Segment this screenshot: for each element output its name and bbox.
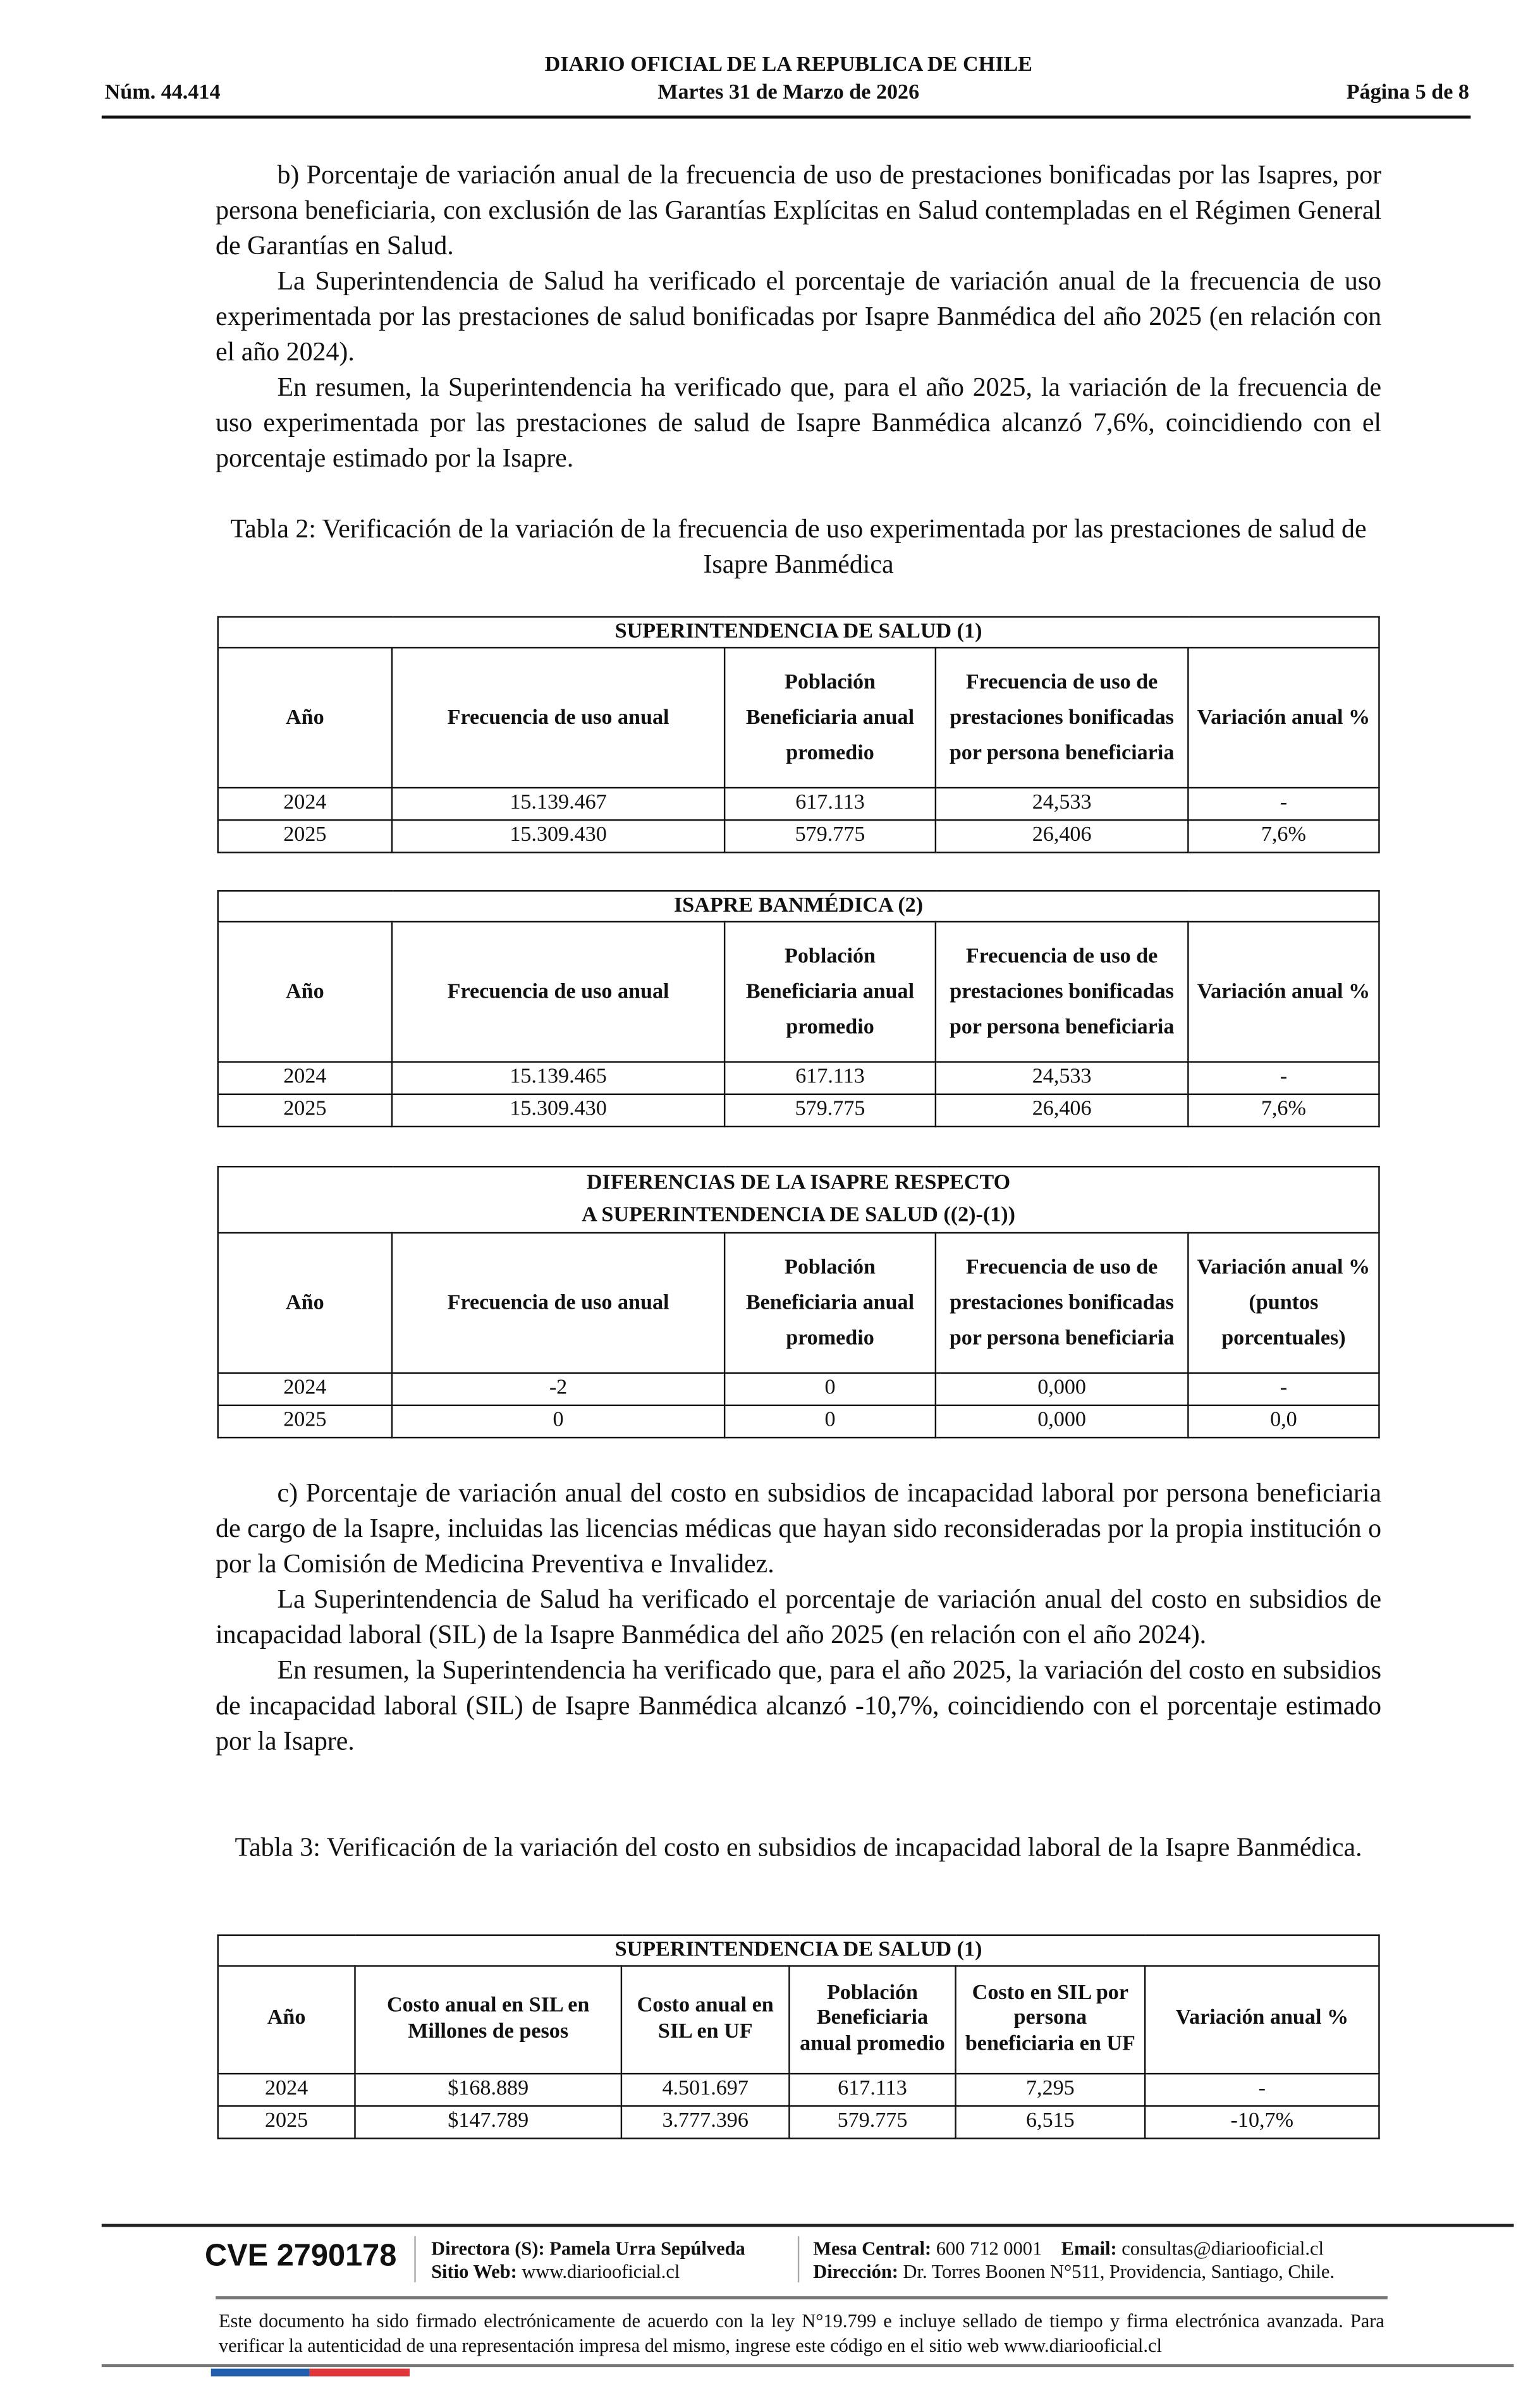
cell: 0,000: [936, 1405, 1189, 1438]
section-b: [216, 157, 1381, 475]
cell: 6,515: [956, 2106, 1146, 2138]
paragraph: La Superintendencia de Salud ha verificado el porcentaje de variación anual del costo en subsidios de incapacidad laboral (SIL) de la Isapre Banmédica del año 2025 (en relación con el año 2024).: [216, 1584, 1382, 1649]
cell: -: [1188, 1373, 1379, 1405]
cell: 2024: [218, 1373, 392, 1405]
cell: 617.113: [724, 788, 936, 820]
table-row: [218, 1373, 1379, 1405]
separator: [798, 2236, 799, 2282]
table-row: [218, 2074, 1379, 2106]
column-header: Población Beneficiaria anual promedio: [724, 1233, 936, 1373]
cell: 4.501.697: [621, 2074, 790, 2106]
column-header: Costo anual en SIL en Millones de pesos: [355, 1966, 621, 2074]
cell: 2024: [218, 788, 392, 820]
cell: 0: [392, 1405, 724, 1438]
table-superintendencia-frecuencia: [217, 616, 1379, 853]
cell: 15.309.430: [392, 1094, 724, 1127]
director-name: Pamela Urra Sepúlveda: [549, 2237, 745, 2260]
cell: 0,0: [1188, 1405, 1379, 1438]
cell: -: [1145, 2074, 1379, 2106]
table2-caption: Tabla 2: Verificación de la variación de la frecuencia de uso experimentada por las prestaciones de salud de Isapre Banmédica: [230, 514, 1367, 579]
column-header: Año: [218, 1233, 392, 1373]
cell: $168.889: [355, 2074, 621, 2106]
column-header: Frecuencia de uso anual: [392, 647, 724, 788]
column-header: Variación anual %: [1145, 1966, 1379, 2074]
table-title: ISAPRE BANMÉDICA (2): [218, 891, 1379, 922]
column-header: Frecuencia de uso de prestaciones bonificadas por persona beneficiaria: [936, 922, 1189, 1062]
cell: 7,6%: [1188, 820, 1379, 852]
table-row: [218, 1062, 1379, 1094]
cell: 26,406: [936, 1094, 1189, 1127]
column-header: Frecuencia de uso de prestaciones bonificadas por persona beneficiaria: [936, 647, 1189, 788]
cell: 15.309.430: [392, 820, 724, 852]
cell: -10,7%: [1145, 2106, 1379, 2138]
cell: 2024: [218, 2074, 355, 2106]
paragraph: b) Porcentaje de variación anual de la frecuencia de uso de prestaciones bonificadas por las Isapres, por persona beneficiaria, con exclusión de las Garantías Explícitas en Salud contempladas en el Régimen General de Garantías en Salud.: [216, 160, 1382, 260]
director-info: [431, 2238, 745, 2284]
table-row: [218, 2106, 1379, 2138]
cell: 3.777.396: [621, 2106, 790, 2138]
label: Sitio Web:: [431, 2261, 517, 2283]
column-header: Variación anual %: [1188, 647, 1379, 788]
issue-date: Martes 31 de Marzo de 2026: [657, 82, 920, 105]
cell: 617.113: [789, 2074, 955, 2106]
table3-caption: Tabla 3: Verificación de la variación del costo en subsidios de incapacidad laboral de la Isapre Banmédica.: [235, 1832, 1362, 1863]
cell: -: [1188, 788, 1379, 820]
page-number: Página 5 de 8: [1346, 82, 1469, 105]
separator: [414, 2236, 415, 2282]
cell: $147.789: [355, 2106, 621, 2138]
column-header: Variación anual % (puntos porcentuales): [1188, 1233, 1379, 1373]
newspaper-title: DIARIO OFICIAL DE LA REPUBLICA DE CHILE: [544, 54, 1032, 77]
cell: 579.775: [724, 1094, 936, 1127]
column-header: Costo anual en SIL en UF: [621, 1966, 790, 2074]
table-superintendencia-sil: [217, 1935, 1379, 2139]
cell: -: [1188, 1062, 1379, 1094]
paragraph: En resumen, la Superintendencia ha verificado que, para el año 2025, la variación del costo en subsidios de incapacidad laboral (SIL) de Isapre Banmédica alcanzó -10,7%, coincidiendo con el porcentaje estimado por la Isapre.: [216, 1655, 1382, 1756]
cell: 24,533: [936, 1062, 1189, 1094]
table-row: [218, 820, 1379, 852]
paragraph: En resumen, la Superintendencia ha verificado que, para el año 2025, la variación de la frecuencia de uso experimentada por las prestaciones de salud de Isapre Banmédica alcanzó 7,6%, coincidiendo con el porcentaje estimado por la Isapre.: [216, 372, 1382, 473]
cell: 15.139.467: [392, 788, 724, 820]
column-header: Año: [218, 647, 392, 788]
table-title: DIFERENCIAS DE LA ISAPRE RESPECTO: [586, 1171, 1011, 1196]
cell: -2: [392, 1373, 724, 1405]
issue-number: Núm. 44.414: [104, 82, 221, 105]
cell: 579.775: [724, 820, 936, 852]
label: Directora (S):: [431, 2237, 545, 2260]
cell: 617.113: [724, 1062, 936, 1094]
cell: 0: [724, 1373, 936, 1405]
cell: 2025: [218, 820, 392, 852]
cell: 0: [724, 1405, 936, 1438]
contact-info: [813, 2238, 1335, 2284]
column-header: Población Beneficiaria anual promedio: [724, 922, 936, 1062]
column-header: Costo en SIL por persona beneficiaria en UF: [956, 1966, 1146, 2074]
column-header: Frecuencia de uso anual: [392, 922, 724, 1062]
flag-blue-stripe: [211, 2369, 310, 2377]
paragraph: c) Porcentaje de variación anual del costo en subsidios de incapacidad laboral por persona beneficiaria de cargo de la Isapre, incluidas las licencias médicas que hayan sido reconsideradas por la propia institución o por la Comisión de Medicina Preventiva e Invalidez.: [216, 1478, 1382, 1579]
table-diferencias-frecuencia: [217, 1166, 1379, 1438]
paragraph: La Superintendencia de Salud ha verificado el porcentaje de variación anual de la frecuencia de uso experimentada por las prestaciones de salud bonificadas por Isapre Banmédica del año 2025 (en relación con el año 2024).: [216, 266, 1382, 367]
column-header: Año: [218, 922, 392, 1062]
column-header: Frecuencia de uso anual: [392, 1233, 724, 1373]
column-header: Año: [218, 1966, 355, 2074]
footer-divider: [102, 2224, 1514, 2227]
label: Dirección:: [813, 2261, 898, 2283]
table-title: SUPERINTENDENCIA DE SALUD (1): [218, 617, 1379, 648]
table-row: [218, 1405, 1379, 1438]
column-header: Frecuencia de uso de prestaciones bonificadas por persona beneficiaria: [936, 1233, 1189, 1373]
section-c: [216, 1476, 1381, 1759]
cell: 15.139.465: [392, 1062, 724, 1094]
cell: 24,533: [936, 788, 1189, 820]
address: Dr. Torres Boonen N°511, Providencia, Santiago, Chile.: [903, 2261, 1335, 2283]
website-link[interactable]: www.diariooficial.cl: [522, 2261, 680, 2283]
cve-code: CVE 2790178: [204, 2239, 397, 2273]
cell: 2025: [218, 1094, 392, 1127]
cell: 579.775: [789, 2106, 955, 2138]
cell: 2025: [218, 1405, 392, 1438]
table-subtitle: A SUPERINTENDENCIA DE SALUD ((2)-(1)): [582, 1204, 1016, 1228]
column-header: Población Beneficiaria anual promedio: [789, 1966, 955, 2074]
cell: 7,6%: [1188, 1094, 1379, 1127]
flag-red-stripe: [310, 2369, 410, 2377]
column-header: Población Beneficiaria anual promedio: [724, 647, 936, 788]
cell: 7,295: [956, 2074, 1146, 2106]
email-link[interactable]: consultas@diariooficial.cl: [1121, 2237, 1324, 2260]
table-row: [218, 1094, 1379, 1127]
footer-divider: [102, 2364, 1514, 2367]
phone: 600 712 0001: [936, 2237, 1042, 2260]
table-row: [218, 788, 1379, 820]
cell: 2024: [218, 1062, 392, 1094]
label: Email:: [1061, 2237, 1117, 2260]
cell: 26,406: [936, 820, 1189, 852]
table-isapre-frecuencia: [217, 890, 1379, 1127]
table-title: SUPERINTENDENCIA DE SALUD (1): [218, 1935, 1379, 1966]
label: Mesa Central:: [813, 2237, 932, 2260]
legal-notice: Este documento ha sido firmado electrónicamente de acuerdo con la ley N°19.799 e incluye sellado de tiempo y firma electrónica avanzada. Para verificar la autenticidad de una representación impresa del mismo, ingrese este código en el sitio web www.diariooficial.cl: [218, 2310, 1384, 2357]
cell: 0,000: [936, 1373, 1189, 1405]
column-header: Variación anual %: [1188, 922, 1379, 1062]
footer-divider: [216, 2296, 1388, 2299]
header-divider: [102, 116, 1471, 118]
cell: 2025: [218, 2106, 355, 2138]
